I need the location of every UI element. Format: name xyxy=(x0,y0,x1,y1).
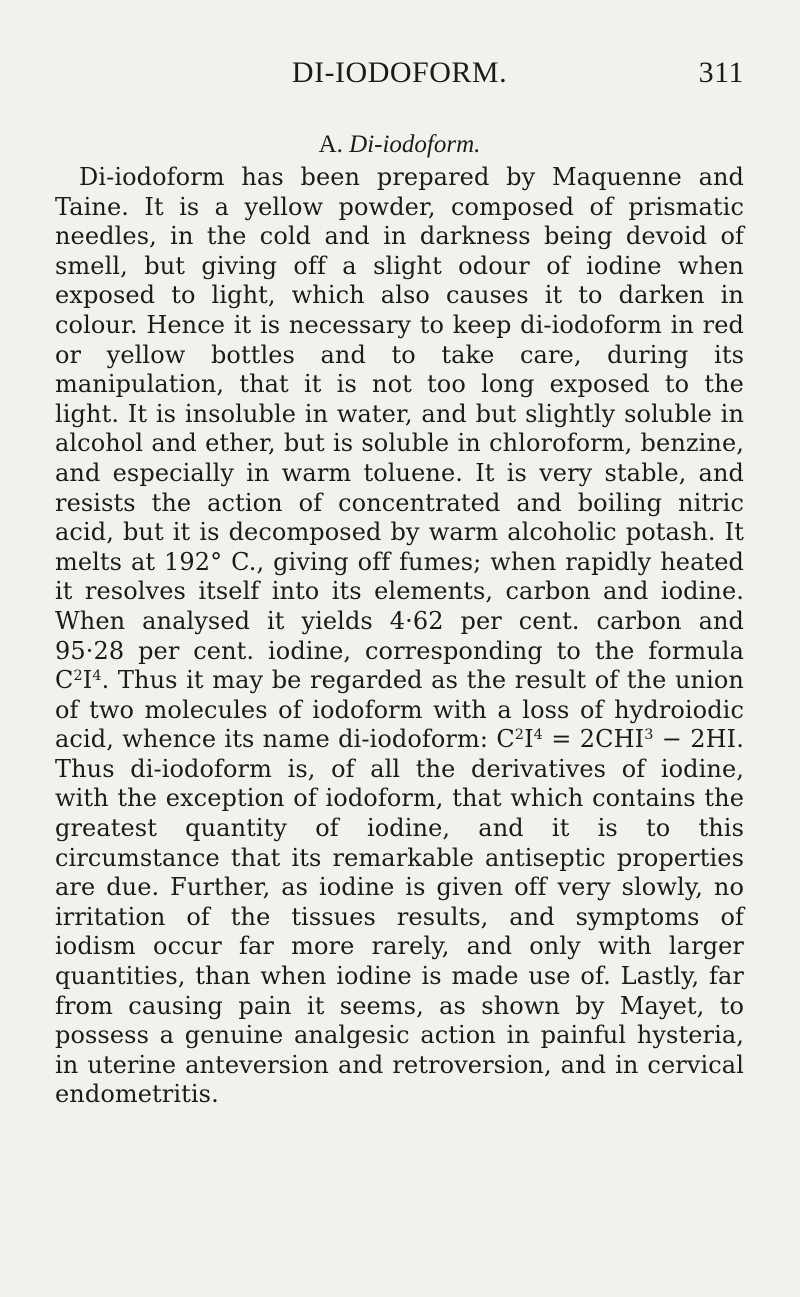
page-number: 311 xyxy=(698,56,744,89)
section-heading xyxy=(55,130,744,160)
formula-2-iodine: I xyxy=(524,725,534,754)
formula-2-middle: = 2CHI xyxy=(542,725,645,754)
section-label: A. xyxy=(318,131,343,158)
formula-1-iodine: I xyxy=(82,666,93,695)
paragraph-part-2: . Thus it may be regarded as the result of the union of two molecules of iodoform with a loss of hydroiodic acid, whence its name di-iodoform: C xyxy=(55,666,744,754)
formula-2-iodoform-subscript: 3 xyxy=(644,727,654,744)
paragraph-part-1: Di-iodoform has been prepared by Maquenne and Taine. It is a yellow powder, composed of prismatic needles, in the cold and in darkness being devoid of smell, but giving off a slight odour of iodine when exposed to light, which also causes it to darken in colour. Hence it is necessary to keep di-iodoform in red or yellow bottles and to take care, during its manipulation, that it is not too long exposed to the light. It is insoluble in water, and but slightly soluble in alcohol and ether, but is soluble in chloroform, benzine, and especially in warm toluene. It is very stable, and resists the action of concentrated and boiling nitric acid, but it is decomposed by warm alcoholic potash. It melts at 192° C., giving off fumes; when rapidly heated it resolves itself into its elements, carbon and iodine. When analysed it yields 4·62 per cent. carbon and 95·28 per cent. iodine, corresponding to the formula C xyxy=(55,163,744,695)
body-paragraph xyxy=(55,163,744,1110)
running-title: DI-IODOFORM. xyxy=(291,56,508,89)
running-head xyxy=(55,56,744,96)
section-title: Di-iodoform. xyxy=(349,131,481,158)
formula-2-carbon-subscript: 2 xyxy=(514,727,525,744)
formula-2-end: − 2HI xyxy=(653,725,737,754)
formula-1-carbon-subscript: 2 xyxy=(73,668,83,685)
paragraph-part-3: . Thus di-iodoform is, of all the derivatives of iodine, with the exception of iodoform, that which contains the greatest quantity of iodine, and it is to this circumstance that its remarkable antiseptic properties are due. Further, as iodine is given off very slowly, no irritation of the tissues results, and symptoms of iodism occur far more rarely, and only with larger quantities, than when iodine is made use of. Lastly, far from causing pain it seems, as shown by Mayet, to possess a genuine analgesic action in painful hysteria, in uterine anteversion and retroversion, and in cervical endometritis. xyxy=(55,725,744,1109)
formula-2-iodine-subscript: 4 xyxy=(533,727,543,744)
formula-1-iodine-subscript: 4 xyxy=(92,668,102,685)
